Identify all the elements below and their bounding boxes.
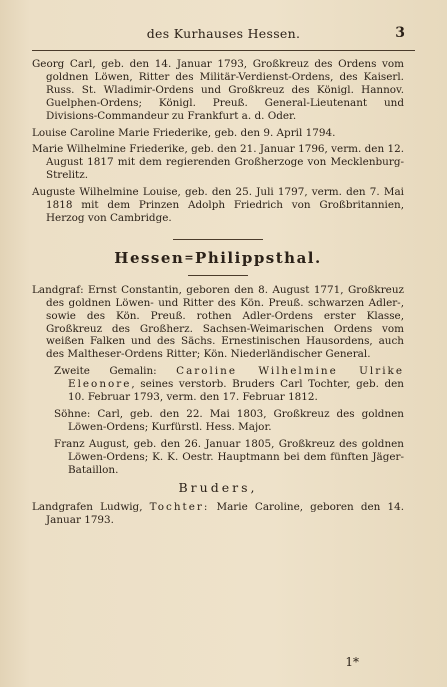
entry-marie-wilhelmine: Marie Wilhelmine Friederike, geb. den 21. Januar 1796, verm. den 12. August 1817 mit dem regierenden Großherzoge von Mecklenburg-Strelitz. — [32, 143, 404, 182]
entry-louise-caroline: Louise Caroline Marie Friederike, geb. den 9. April 1794. — [32, 126, 336, 139]
entry-landgrafen-ludwig — [32, 501, 404, 527]
gemalin-prefix: Zweite Gemalin: — [54, 365, 177, 378]
landgrafen-rest: Marie Caroline, geboren den 14. Januar 1793. — [46, 501, 404, 527]
section-title-left: Hessen — [114, 248, 185, 267]
section-divider — [173, 239, 263, 240]
page-number: 3 — [395, 25, 405, 41]
page-body — [32, 58, 404, 531]
running-title: des Kurhauses Hessen. — [146, 26, 301, 41]
entry-georg-carl: Georg Carl, geb. den 14. Januar 1793, Großkreuz des Ordens vom goldnen Löwen, Ritter des Militär-Verdienst-Ordens, des Kaiserl. Russ. St. Wladimir-Ordens und Großkreuz des Königl. Hannov. Guelphen-Ordens; Königl. Preuß. General-Lieutenant und Divisions-Commandeur zu Frankfurt a. d. Oder. — [32, 58, 404, 122]
entry-franz-august: Franz August, geb. den 26. Januar 1805, Großkreuz des goldnen Löwen-Ordens; K. K. Oestr. Hauptmann bei dem fünften Jäger-Bataillon. — [54, 437, 404, 476]
section-title-sep: = — [184, 250, 196, 264]
section-title-right: Philippsthal. — [195, 248, 322, 267]
entry-auguste-wilhelmine: Auguste Wilhelmine Louise, geb. den 25. Juli 1797, verm. den 7. Mai 1818 mit dem Prinzen Adolph Friedrich von Großbritannien, Herzog von Cambridge. — [32, 186, 404, 224]
signature-mark: 1* — [345, 655, 359, 669]
header-rule — [32, 50, 415, 51]
entry-gemalin — [54, 365, 404, 404]
gemalin-name: Caroline Wilhelmine Ulrike Eleonore — [68, 365, 404, 391]
landgrafen-tochter: Tochter: — [149, 501, 210, 514]
section-title — [32, 248, 404, 267]
bruders-heading: Bruders, — [178, 480, 258, 496]
title-divider — [188, 275, 248, 276]
entry-landgraf: Landgraf: Ernst Constantin, geboren den 8. August 1771, Großkreuz des goldnen Löwen- und Ritter des Kön. Preuß. schwarzen Adler-, sowie des Kön. Preuß. rothen Adler-Ordens erster Klasse, Großkreuz des Großherz. Sachsen-Weimarischen Ordens vom weißen Falken und des Sächs. Ernestinischen Hausordens, auch des Maltheser-Ordens Ritter; Kön. Niederländischer General. — [32, 283, 404, 361]
page-header — [0, 26, 447, 44]
gemalin-rest: , seines verstorb. Bruders Carl Tochter, geb. den 10. Februar 1793, verm. den 17. Februar 1812. — [68, 378, 404, 404]
landgrafen-prefix: Landgrafen Ludwig, — [32, 501, 150, 514]
entry-soehne: Söhne: Carl, geb. den 22. Mai 1803, Großkreuz des goldnen Löwen-Ordens; Kurfürstl. Hess. Major. — [54, 407, 404, 433]
